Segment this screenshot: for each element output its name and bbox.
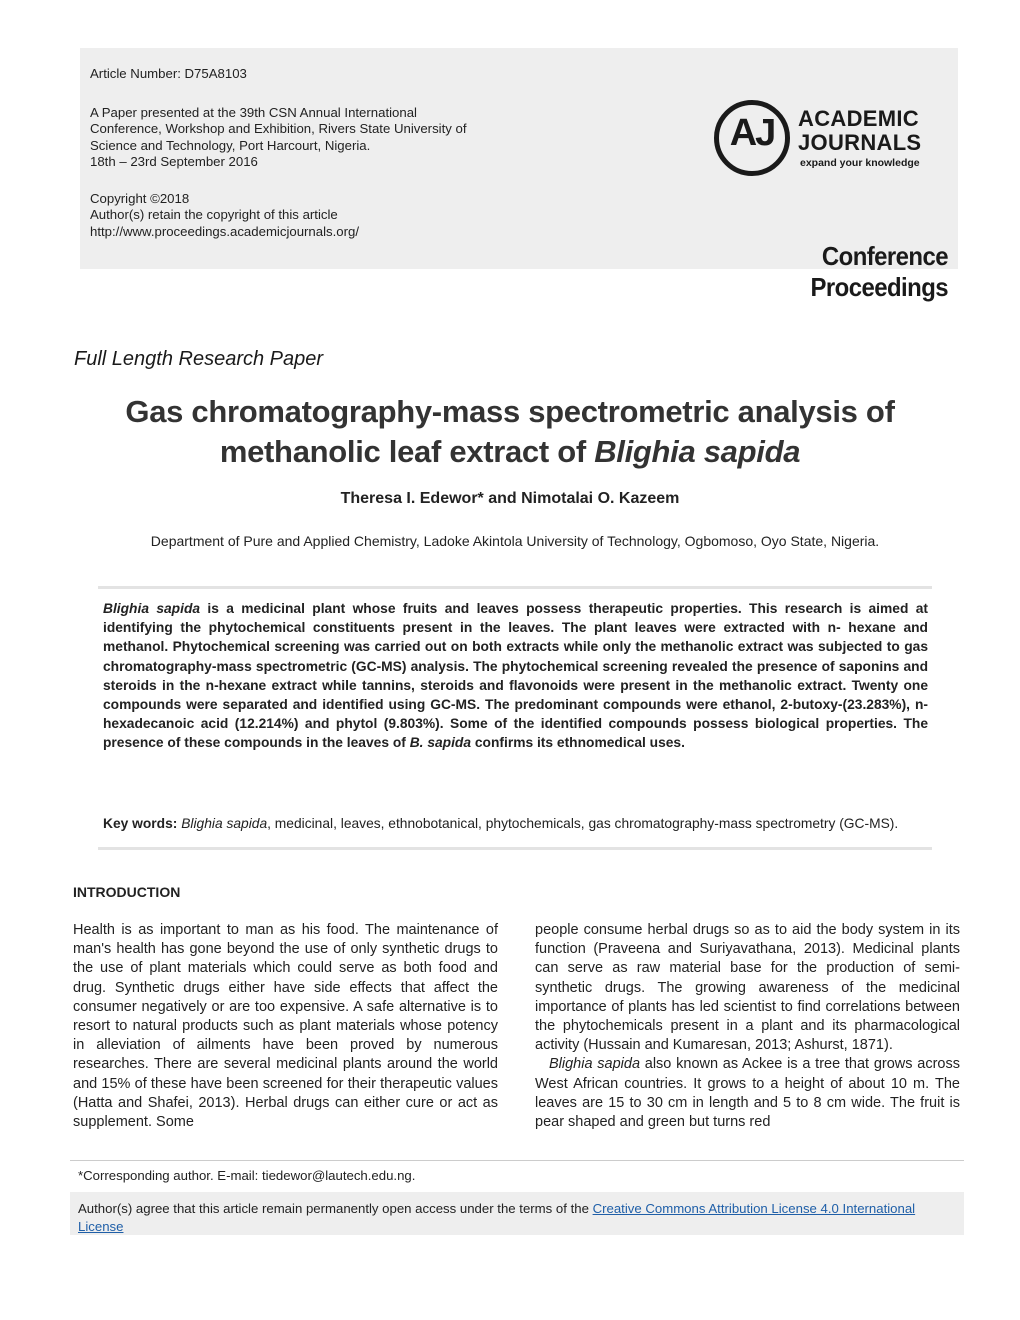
copyright-line: Copyright ©2018	[90, 190, 190, 206]
keywords-text: , medicinal, leaves, ethnobotanical, phytochemicals, gas chromatography-mass spectrometry (GC-MS).	[267, 816, 899, 831]
journal-header	[80, 48, 958, 302]
title-line	[60, 432, 960, 472]
logo-tagline: expand your knowledge	[800, 157, 920, 169]
copyright-line: Author(s) retain the copyright of this article	[90, 207, 338, 222]
conference-line: Conference, Workshop and Exhibition, Rivers State University of	[90, 121, 467, 136]
abstract-text: is a medicinal plant whose fruits and leaves possess therapeutic properties. This research is aimed at identifying the phytochemical constituents present in the leaves. The plant leaves were extracted with n- hexane and methanol. Phytochemical screening was carried out on both extracts while only the methanolic extract was subjected to gas chromatography-mass spectrometric (GC-MS) analysis. The phytochemical screening revealed the presence of saponins and steroids in the n-hexane extract while tannins, steroids and flavonoids were present in the methanolic extract. Twenty one compounds were separated and identified using GC-MS. The predominant compounds were ethanol, 2-butoxy-(23.283%), n-hexadecanoic acid (12.214%) and phytol (9.803%). Some of the identified compounds possess biological properties. The presence of these compounds in the leaves of	[103, 601, 928, 751]
paper-title	[60, 392, 960, 472]
license-text	[78, 1200, 958, 1236]
logo-mark: AJ	[729, 112, 775, 154]
license-statement: Author(s) agree that this article remain permanently open access under the terms of the	[78, 1201, 593, 1216]
series-title: Conference Proceedings	[810, 241, 948, 302]
conference-line: A Paper presented at the 39th CSN Annual International	[90, 104, 417, 120]
academic-journals-logo	[714, 100, 944, 178]
affiliation: Department of Pure and Applied Chemistry, Ladoke Akintola University of Technology, Ogbomoso, Oyo State, Nigeria.	[150, 533, 880, 549]
article-number: Article Number: D75A8103	[90, 66, 247, 81]
copyright-info	[90, 191, 560, 241]
keywords-label: Key words:	[103, 816, 178, 831]
abstract-box	[98, 586, 932, 850]
intro-text: also known as Ackee is a tree that grows across West African countries. It grows to a height of about 10 m. The leaves are 15 to 30 cm in length and 5 to 8 cm wide. The fruit is pear shaped and green but turns red	[535, 1056, 960, 1131]
logo-text-academic: ACADEMIC	[798, 106, 919, 131]
abstract	[103, 599, 928, 753]
intro-paragraph: people consume herbal drugs so as to aid the body system in its function (Praveena and Suriyavathana, 2013). Medicinal plants can serve as raw material base for the production of semi- synthetic drugs. The growing awareness of the medicinal importance of plants has led scientist to find correlations between the phytochemicals present in a plant and its pharmacological activity (Hussain and Kumaresan, 2013; Ashurst, 1871).	[535, 922, 960, 1054]
license-link[interactable]: Creative Commons Attribution License 4.0 International License	[78, 1201, 916, 1234]
logo-text-journals: JOURNALS	[798, 130, 922, 155]
conference-dates: 18th – 23rd September 2016	[90, 154, 258, 169]
abstract-text-end: confirms its ethnomedical uses.	[471, 735, 685, 751]
license-box	[70, 1192, 964, 1235]
conference-info	[90, 105, 560, 171]
paper-type: Full Length Research Paper	[74, 348, 324, 370]
header-info	[90, 66, 560, 240]
title-species: Blighia sapida	[594, 434, 801, 469]
abstract-species-short: B. sapida	[409, 735, 472, 751]
intro-paragraph	[535, 1055, 960, 1132]
introduction-heading: INTRODUCTION	[73, 884, 181, 900]
intro-left-column	[73, 921, 498, 1132]
keywords	[103, 814, 928, 833]
title-text: methanolic leaf extract of	[219, 434, 595, 469]
abstract-species: Blighia sapida	[103, 601, 201, 616]
proceedings-url[interactable]: http://www.proceedings.academicjournals.org/	[90, 223, 360, 239]
corresponding-author: *Corresponding author. E-mail: tiedewor@lautech.edu.ng.	[78, 1168, 416, 1183]
keywords-species: Blighia sapida	[181, 816, 268, 831]
intro-paragraph: Health is as important to man as his food. The maintenance of man's health has gone beyond the use of only synthetic drugs to the use of plant materials which could serve as both food and drug. Synthetic drugs either have side effects that affect the consumer negatively or are too expensive. A safe alternative is to resort to natural products such as plant materials whose potency in alleviation of ailments have been proved by numerous researches. There are several medicinal plants around the world and 15% of these have been screened for their therapeutic values (Hatta and Shafei, 2013). Herbal drugs can either cure or act as supplement. Some	[73, 922, 498, 1131]
conference-line: Science and Technology, Port Harcourt, Nigeria.	[90, 137, 371, 153]
intro-species: Blighia sapida	[549, 1056, 641, 1073]
authors: Theresa I. Edewor* and Nimotalai O. Kazeem	[340, 490, 680, 507]
intro-right-column	[535, 921, 960, 1132]
title-line: Gas chromatography-mass spectrometric analysis of	[125, 394, 895, 429]
footer-divider	[70, 1160, 964, 1161]
